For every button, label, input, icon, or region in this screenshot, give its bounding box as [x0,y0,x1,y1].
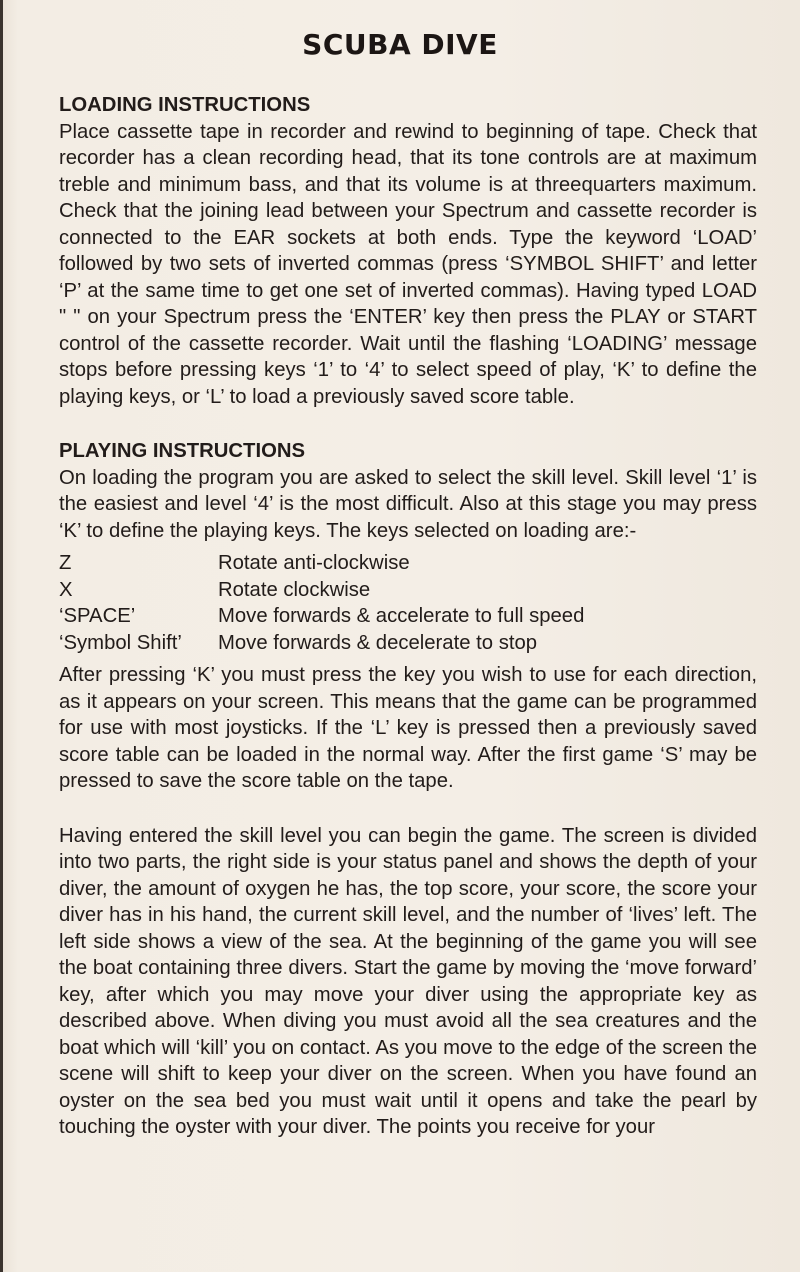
instructions-body [59,92,757,1141]
game-description: Having entered the skill level you can begin the game. The screen is divided into two parts, the right side is your status panel and shows the depth of your diver, the amount of oxygen he has, the top score, your score, the score your diver has in his hand, the current skill level, and the number of ‘lives’ left. The left side shows a view of the sea. At the beginning of the game you will see the boat containing three divers. Start the game by moving the ‘move forward’ key, after which you may move your diver using the appropriate key as described above. When diving you must avoid all the sea creatures and the boat which will ‘kill’ you on contact. As you move to the edge of the screen the scene will shift to keep your diver on the screen. When you have found an oyster on the sea bed you must wait until it opens and take the pearl by touching the oyster with your diver. The points you receive for your [59,824,757,1138]
key-name: X [59,578,73,601]
key-row [59,550,757,577]
loading-text: Place cassette tape in recorder and rewind to beginning of tape. Check that recorder has a clean recording head, that its tone controls are at maximum treble and minimum bass, and that its volume is at threequarters maximum. Check that the joining lead between your Spectrum and cassette recorder is connected to the EAR sockets at both ends. Type the keyword ‘LOAD’ followed by two sets of inverted commas (press ‘SYMBOL SHIFT’ and letter ‘P’ at the same time to get one set of inverted commas). Having typed LOAD " " on your Spectrum press the ‘ENTER’ key then press the PLAY or START control of the cassette recorder. Wait until the flashing ‘LOADING’ message stops before pressing keys ‘1’ to ‘4’ to select speed of play, ‘K’ to define the playing keys, or ‘L’ to load a previously saved score table. [59,120,757,408]
loading-heading: LOADING INSTRUCTIONS [59,94,311,116]
key-name: ‘Symbol Shift’ [59,631,182,654]
key-row [59,577,757,604]
key-action: Move forwards & accelerate to full speed [218,605,585,627]
key-action: Move forwards & decelerate to stop [218,631,538,654]
key-name: Z [59,552,72,574]
key-row [59,603,757,630]
after-keys-text: After pressing ‘K’ you must press the key you wish to use for each direction, as it appears on your screen. This means that the game can be programmed for use with most joysticks. If the ‘L’ key is pressed then a previously saved score table can be loaded in the normal way. After the first game ‘S’ may be pressed to save the score table on the tape. [59,664,757,792]
key-table [59,550,757,656]
key-action: Rotate anti-clockwise [218,552,410,574]
key-action: Rotate clockwise [218,578,371,601]
page-title: SCUBA DIVE [302,28,498,61]
playing-heading: PLAYING INSTRUCTIONS [59,440,306,462]
page-edge [0,0,3,1272]
key-row [59,630,757,657]
playing-intro: On loading the program you are asked to select the skill level. Skill level ‘1’ is the easiest and level ‘4’ is the most difficult. Also at this stage you may press ‘K’ to define the playing keys. The keys selected on loading are:- [59,466,757,542]
key-name: ‘SPACE’ [59,605,136,627]
